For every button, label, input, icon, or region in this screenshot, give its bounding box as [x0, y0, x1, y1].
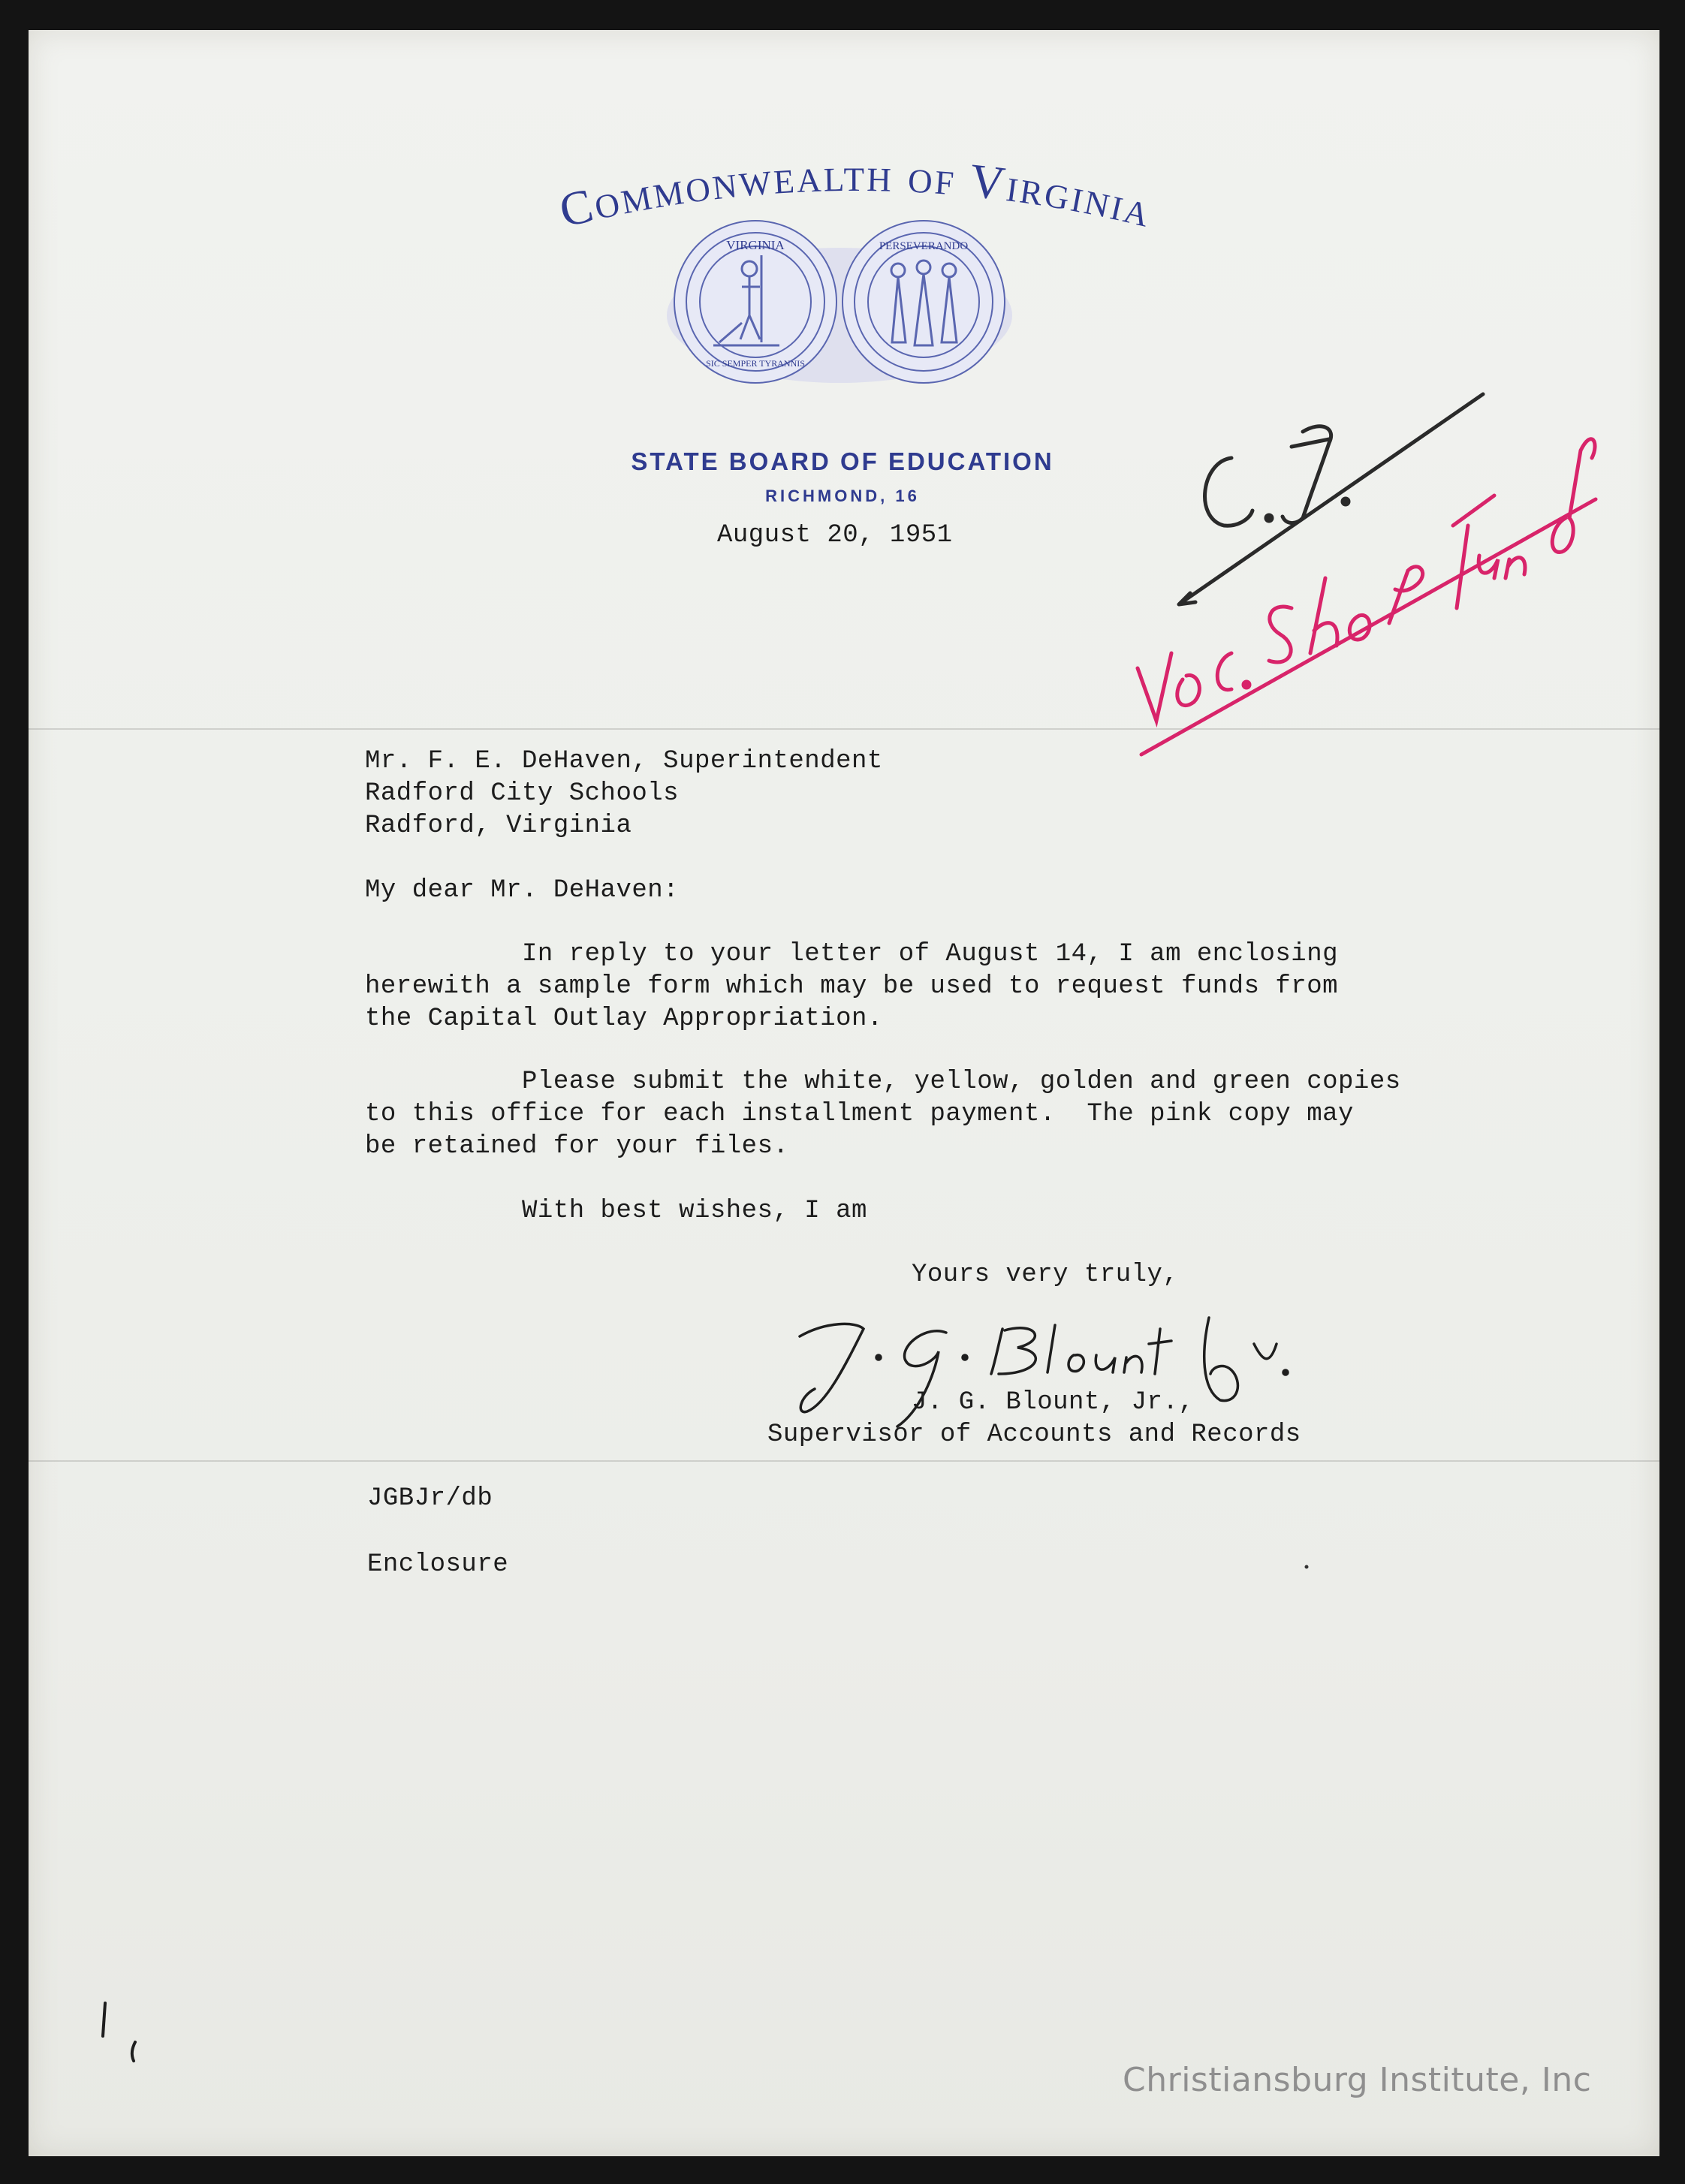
- svg-text:SIC SEMPER TYRANNIS: SIC SEMPER TYRANNIS: [706, 358, 805, 369]
- corner-mark: [103, 2003, 135, 2061]
- enclosure-note: Enclosure: [367, 1550, 509, 1579]
- signer-name: J. G. Blount, Jr.,: [912, 1388, 1195, 1417]
- signer-title: Supervisor of Accounts and Records: [767, 1420, 1301, 1449]
- body-line: the Capital Outlay Appropriation.: [365, 1005, 883, 1033]
- svg-text:Commonwealth of Virginia: Commonwealth of Virginia: [554, 147, 1158, 238]
- body-line: herewith a sample form which may be used to request funds from: [365, 972, 1339, 1001]
- svg-text:VIRGINIA: VIRGINIA: [726, 238, 785, 252]
- salutation: My dear Mr. DeHaven:: [365, 876, 680, 905]
- body-line: be retained for your files.: [365, 1132, 789, 1161]
- pencil-note: [1179, 394, 1483, 604]
- body-line: In reply to your letter of August 14, I am enclosing: [365, 940, 1339, 968]
- closing-line: With best wishes, I am: [365, 1197, 867, 1225]
- watermark: Christiansburg Institute, Inc: [1123, 2061, 1592, 2099]
- department-city: RICHMOND, 16: [765, 487, 920, 505]
- recipient-line: Mr. F. E. DeHaven, Superintendent: [365, 747, 883, 776]
- body-line: to this office for each installment payment. The pink copy may: [365, 1100, 1354, 1128]
- body-line: Please submit the white, yellow, golden and green copies: [365, 1068, 1401, 1096]
- stray-dot: [1305, 1565, 1309, 1569]
- letter-date: August 20, 1951: [717, 521, 953, 550]
- reference-initials: JGBJr/db: [367, 1484, 493, 1513]
- signature: [800, 1318, 1288, 1426]
- department-name: STATE BOARD OF EDUCATION: [631, 447, 1054, 475]
- recipient-line: Radford, Virginia: [365, 812, 632, 840]
- recipient-line: Radford City Schools: [365, 779, 680, 808]
- svg-text:PERSEVERANDO: PERSEVERANDO: [879, 240, 969, 252]
- complimentary-close: Yours very truly,: [912, 1261, 1179, 1289]
